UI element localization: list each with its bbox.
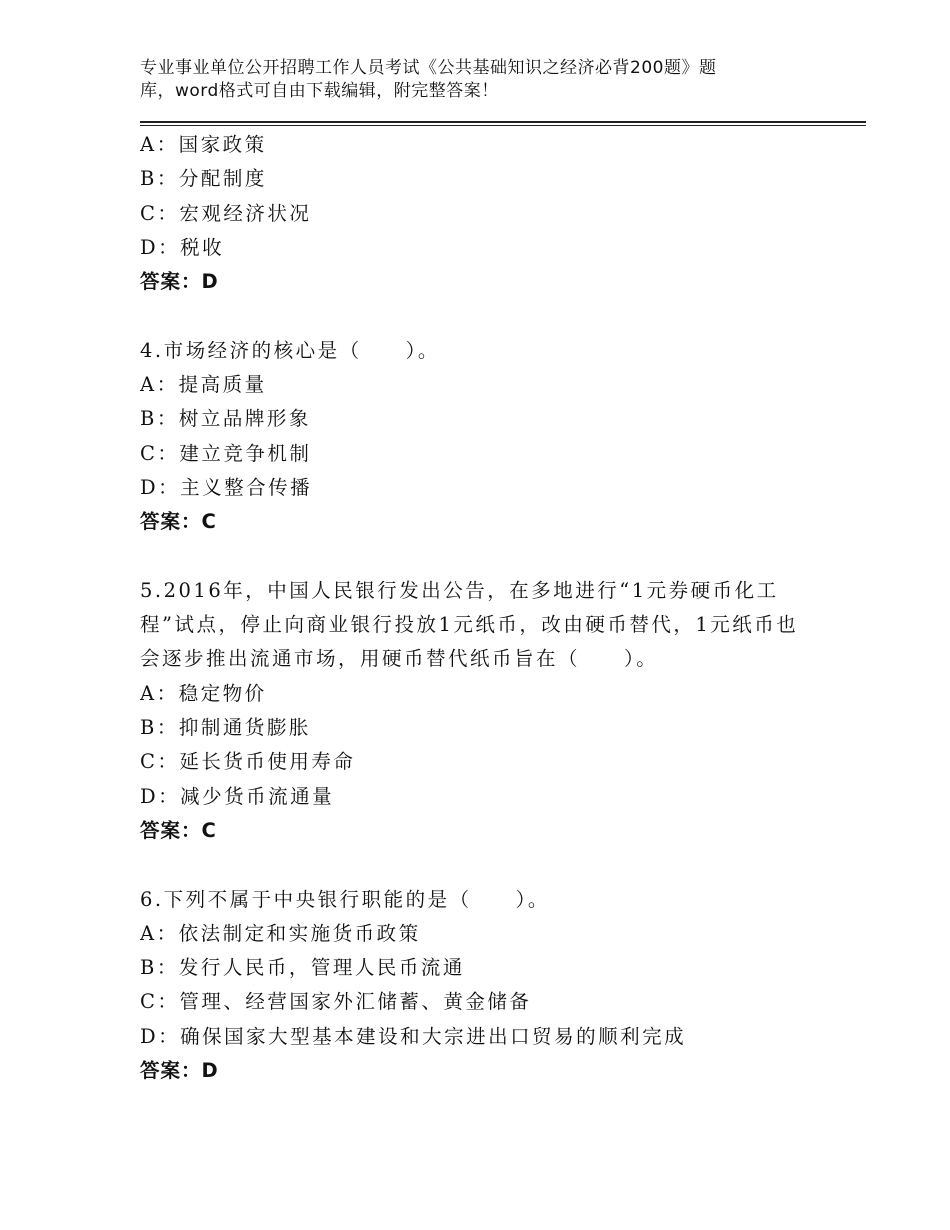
option-c: C：宏观经济状况 xyxy=(140,201,312,225)
header-title-line-1: 专业事业单位公开招聘工作人员考试《公共基础知识之经济必背200题》题 xyxy=(140,58,717,78)
answer: 答案：D xyxy=(140,1059,219,1083)
document-header xyxy=(140,57,800,103)
option-d: D：主义整合传播 xyxy=(140,475,313,499)
header-title-line-2: 库，word格式可自由下载编辑，附完整答案！ xyxy=(140,81,499,101)
option-a: A：国家政策 xyxy=(140,133,267,156)
option-d: D：确保国家大型基本建设和大宗进出口贸易的顺利完成 xyxy=(140,1024,687,1048)
option-c: C：管理、经营国家外汇储蓄、黄金储备 xyxy=(140,990,532,1014)
option-a: A：稳定物价 xyxy=(140,681,267,705)
answer: 答案：C xyxy=(140,510,217,534)
option-b: B：树立品牌形象 xyxy=(140,407,311,431)
answer: 答案：C xyxy=(140,818,217,842)
option-a: A：依法制定和实施货币政策 xyxy=(140,921,421,945)
header-divider-thin xyxy=(140,125,866,126)
question-stem: 6.下列不属于中央银行职能的是（ ）。 xyxy=(140,887,550,911)
option-a: A：提高质量 xyxy=(140,373,267,397)
header-divider-thick xyxy=(140,121,866,123)
option-b: B：发行人民币，管理人民币流通 xyxy=(140,956,465,980)
option-b: B：抑制通货膨胀 xyxy=(140,716,311,740)
option-d: D：税收 xyxy=(140,235,225,259)
option-b: B：分配制度 xyxy=(140,167,267,191)
question-3 xyxy=(140,128,820,299)
option-c: C：建立竞争机制 xyxy=(140,441,312,465)
question-stem-line-3: 会逐步推出流通市场，用硬币替代纸币旨在（ ）。 xyxy=(140,647,659,671)
question-list xyxy=(140,128,820,1088)
question-6 xyxy=(140,883,820,1089)
option-d: D：减少货币流通量 xyxy=(140,784,335,808)
spacer xyxy=(140,848,820,882)
question-stem xyxy=(140,574,820,677)
spacer xyxy=(140,540,820,574)
question-stem: 4.市场经济的核心是（ ）。 xyxy=(140,338,440,362)
question-4 xyxy=(140,334,820,540)
option-c: C：延长货币使用寿命 xyxy=(140,750,356,774)
answer: 答案：D xyxy=(140,270,219,294)
question-stem-line-2: 程”试点，停止向商业银行投放1元纸币，改由硬币替代，1元纸币也 xyxy=(140,613,799,637)
question-stem-line-1: 5.2016年，中国人民银行发出公告，在多地进行“1元券硬币化工 xyxy=(140,578,779,602)
spacer xyxy=(140,299,820,333)
question-5 xyxy=(140,574,820,848)
